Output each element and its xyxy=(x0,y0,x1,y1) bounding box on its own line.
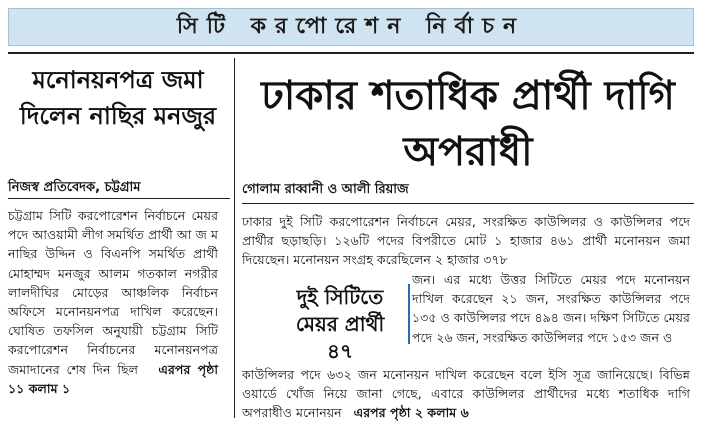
left-article-body xyxy=(8,206,218,398)
right-article-text-side: জন। এর মধ্যে উত্তর সিটিতে মেয়র পদে মনোনয়ন দাখিল করেছেন ২১ জন, সংরক্ষিত কাউন্সিলর পদে ১৩৫ ও কাউন্সিলর পদে ৪৯৪ জন। দক্ষিণ সিটিতে মেয়র পদে ২৬ জন, সংরক্ষিত কাউন্সিলর পদে ১৫৩ জন ও xyxy=(412,272,690,345)
left-article-text: চট্টগ্রাম সিটি করপোরেশন নির্বাচনে মেয়র পদে আওয়ামী লীগ সমর্থিত প্রার্থী আ জ ম নাছির উদ্দিন ও বিএনপি সমর্থিত প্রার্থী মোহাম্মদ মনজুর আলম গতকাল নগরীর লালদীঘির মোড়ের আঞ্চলিক নির্বাচন অফিসে মনোনয়নপত্র দাখিল করেছেন। ঘোষিত তফসিল অনুযায়ী চট্টগ্রাম সিটি করপোরেশন নির্বাচনের মনোনয়নপত্র জমাদানের শেষ দিন ছিল xyxy=(8,208,218,377)
top-rule xyxy=(8,52,694,54)
column-divider xyxy=(234,58,235,418)
section-banner xyxy=(8,8,694,46)
pull-quote-bar xyxy=(408,284,410,344)
left-headline: মনোনয়নপত্র জমা দিলেন নাছির মনজুর xyxy=(19,66,217,130)
section-banner-title: সিটি করপোরেশন নির্বাচন xyxy=(176,13,526,39)
right-article-text-bottom: কাউন্সিলর পদে ৬৩২ জন মনোনয়ন দাখিল করেছেন বলে ইসি সূত্র জানিয়েছে। বিভিন্ন ওয়ার্ডে খোঁজ নিয়ে জানা গেছে, এবারে কাউন্সিলর প্রার্থীদের মধ্যে শতাধিক দাগি অপরাধীও মনোনয়ন xyxy=(242,367,690,421)
right-headline: ঢাকার শতাধিক প্রার্থী দাগি অপরাধী xyxy=(261,73,675,175)
pull-quote: দুই সিটিতে মেয়র প্রার্থী ৪৭ xyxy=(295,285,385,363)
right-byline: গোলাম রাব্বানী ও আলী রিয়াজ xyxy=(242,182,409,197)
right-byline-rule xyxy=(242,203,694,204)
left-byline: নিজস্ব প্রতিবেদক, চট্টগ্রাম xyxy=(8,180,141,195)
right-article-text-top: ঢাকার দুই সিটি করপোরেশন নির্বাচনে মেয়র, সংরক্ষিত কাউন্সিলর ও কাউন্সিলর পদে প্রার্থীর ছড়াছড়ি। ১২৬টি পদের বিপরীতে মোট ১ হাজার ৪৬১ প্রার্থী মনোনয়ন জমা দিয়েছেন। মনোনয়ন সংগ্রহ করেছিলেন ২ হাজার ৩৭৮ xyxy=(242,214,690,268)
right-jump-link[interactable]: এরপর পৃষ্ঠা ২ কলাম ৬ xyxy=(353,405,469,421)
right-article-body-bottom xyxy=(242,365,690,423)
left-jump-link[interactable]: এরপর পৃষ্ঠা ১১ কলাম ১ xyxy=(8,361,219,396)
